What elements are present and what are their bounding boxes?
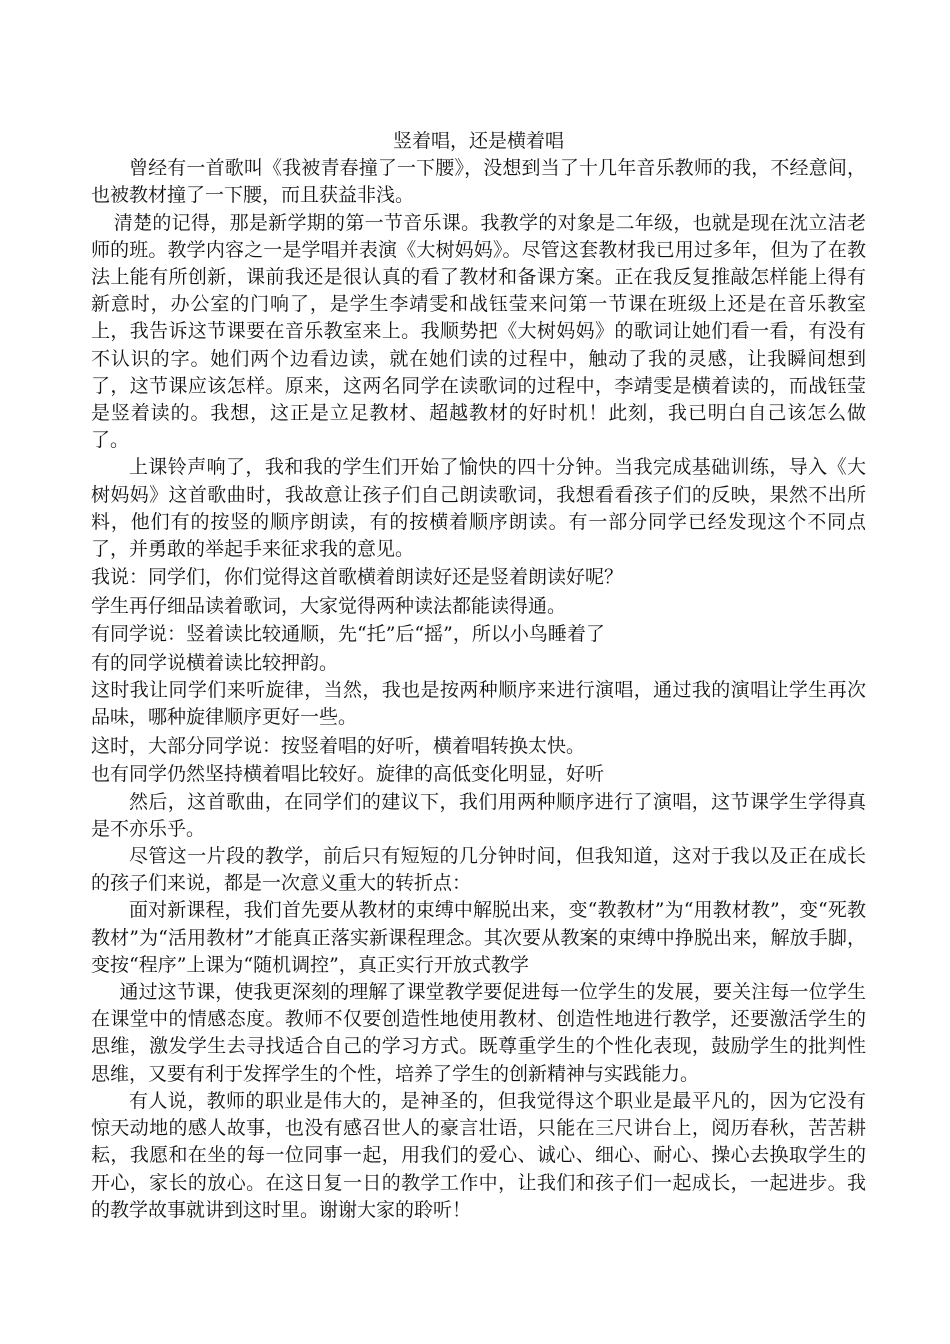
- paragraph: 尽管这一片段的教学，前后只有短短的几分钟时间，但我知道，这对于我以及正在成长的孩子们来说，都是一次意义重大的转折点：: [91, 845, 866, 895]
- paragraph: 曾经有一首歌叫《我被青春撞了一下腰》，没想到当了十几年音乐教师的我，不经意间，也被教材撞了一下腰，而且获益非浅。: [91, 157, 866, 207]
- document-title: 竖着唱，还是横着唱: [392, 130, 564, 152]
- document-page: [91, 128, 866, 1224]
- paragraph: 学生再仔细品读着歌词，大家觉得两种读法都能读得通。: [91, 594, 567, 617]
- paragraph: 这时，大部分同学说：按竖着唱的好听，横着唱转换太快。: [91, 734, 586, 757]
- paragraph: 也有同学仍然坚持横着唱比较好。旋律的高低变化明显，好听: [91, 763, 605, 786]
- paragraph: 有人说，教师的职业是伟大的，是神圣的，但我觉得这个职业是最平凡的，因为它没有惊天动地的感人故事，也没有感召世人的豪言壮语，只能在三尺讲台上，阅历春秋，苦苦耕耘，我愿和在坐的每一位同事一起，用我们的爱心、诚心、细心、耐心、操心去换取学生的开心，家长的放心。在这日复一日的教学工作中，让我们和孩子们一起成长，一起进步。我的教学故事就讲到这时里。谢谢大家的聆听！: [91, 1089, 866, 1221]
- paragraph: 上课铃声响了，我和我的学生们开始了愉快的四十分钟。当我完成基础训练，导入《大树妈妈》这首歌曲时，我故意让孩子们自己朗读歌词，我想看看孩子们的反映，果然不出所料，他们有的按竖的顺序朗读，有的按横着顺序朗读。有一部分同学已经发现这个不同点了，并勇敢的举起手来征求我的意见。: [91, 456, 866, 561]
- paragraph: 有同学说：竖着读比较通顺，先“托”后“摇”，所以小鸟睡着了: [91, 623, 605, 646]
- paragraph: 面对新课程，我们首先要从教材的束缚中解脱出来，变“教教材”为“用教材教”，变“死教教材”为“活用教材”才能真正落实新课程理念。其次要从教案的束缚中挣脱出来，解放手脚，变按“程序”上课为“随机调控”，真正实行开放式教学: [91, 899, 866, 976]
- paragraph: 清楚的记得，那是新学期的第一节音乐课。我教学的对象是二年级，也就是现在沈立洁老师的班。教学内容之一是学唱并表演《大树妈妈》。尽管这套教材我已用过多年，但为了在教法上能有所创新，课前我还是很认真的看了教材和备课方案。正在我反复推敲怎样能上得有新意时，办公室的门响了，是学生李靖雯和战钰莹来问第一节课在班级上还是在音乐教室上，我告诉这节课要在音乐教室来上。我顺势把《大树妈妈》的歌词让她们看一看，有没有不认识的字。她们两个边看边读，就在她们读的过程中，触动了我的灵感，让我瞬间想到了，这节课应该怎样。原来，这两名同学在读歌词的过程中，李靖雯是横着读的，而战钰莹是竖着读的。我想，这正是立足教材、超越教材的好时机！此刻，我已明白自己该怎么做了。: [91, 211, 866, 452]
- paragraph: 然后，这首歌曲，在同学们的建议下，我们用两种顺序进行了演唱，这节课学生学得真是不亦乐乎。: [91, 790, 866, 840]
- paragraph: 我说：同学们，你们觉得这首歌横着朗读好还是竖着朗读好呢？: [91, 566, 624, 589]
- paragraph: 这时我让同学们来听旋律，当然，我也是按两种顺序来进行演唱，通过我的演唱让学生再次品味，哪种旋律顺序更好一些。: [91, 679, 866, 729]
- paragraph: 通过这节课，使我更深刻的理解了课堂教学要促进每一位学生的发展，要关注每一位学生在课堂中的情感态度。教师不仅要创造性地使用教材、创造性地进行教学，还要激活学生的思维，激发学生去寻找适合自己的学习方式。既尊重学生的个性化表现，鼓励学生的批判性思维，又要有利于发挥学生的个性，培养了学生的创新精神与实践能力。: [91, 981, 866, 1085]
- paragraph: 有的同学说横着读比较押韵。: [91, 651, 339, 674]
